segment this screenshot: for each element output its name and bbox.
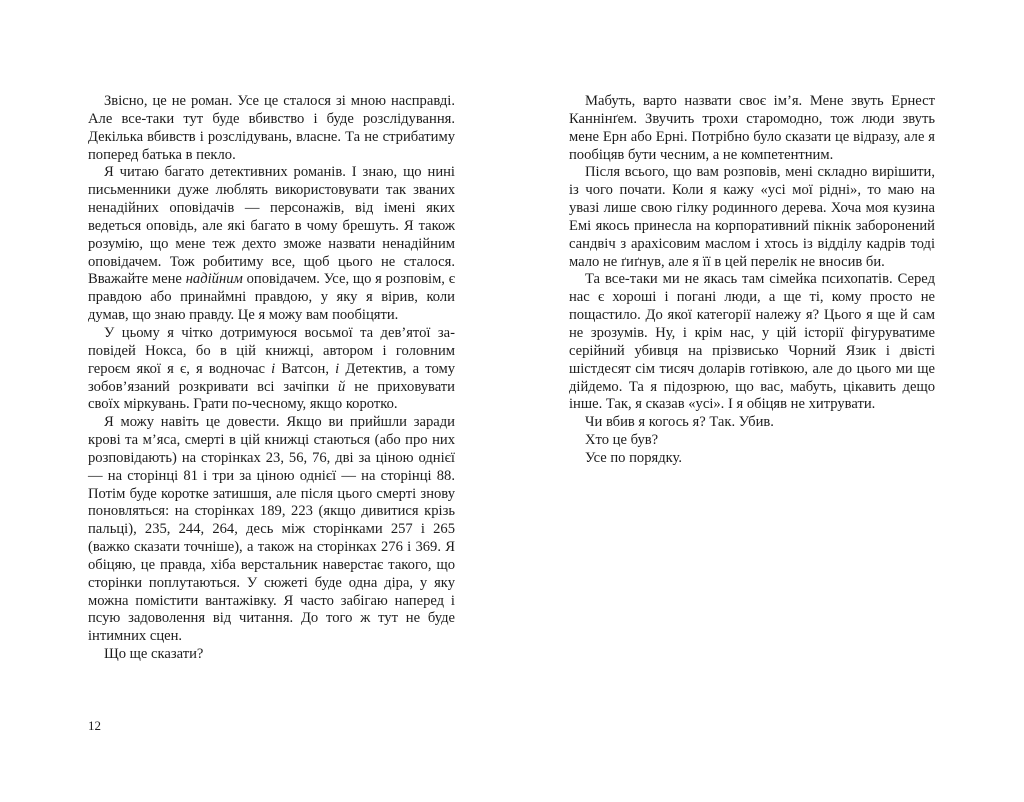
right-paragraph-3: Та все-таки ми не якась там сімейка психопатів. Серед нас є хороші і погані люди, а ще ті, кому просто не пощастило. До якої категорії належу я? Цього я ще й сам не зрозумів. Ну, і крім нас, у цій історії фігуруватиме серійний убивця на прізвисько Чорний Язик і двісті шістдесят сім тисяч доларів готівкою, але до цього ми ще дійдемо. Та я підозрюю, що вас, мабуть, цікавить дещо інше. Так, я сказав «усі». І я обіцяв не хитрувати. bbox=[569, 271, 935, 413]
left-paragraph-4: Я можу навіть це довести. Якщо ви прийшли заради крові та м’яса, смерті в цій книжці стаються (або про них розповідають) на сторінках 23, 56, 76, дві за ціною однієї — на сторінці 81 і три за ціною однієї — на сторінці 88. Потім буде коротке затишшя, але після цього смерті знову поновляться: на сторінках 189, 223 (якщо дивитися крізь пальці), 235, 244, 264, десь між сторінками 257 і 265 (важко сказати точніше), а також на сторінках 276 і 369. Я обіцяю, це правда, хіба верстальник наверстає такого, що сторінки поплутаються. У сюжеті буде одна діра, у яку можна помістити вантажівку. Я часто забігаю наперед і псую задоволення від читання. До того ж тут не буде інтимних сцен. bbox=[88, 414, 455, 645]
right-paragraph-4: Чи вбив я когось я? Так. Убив. bbox=[585, 414, 774, 431]
left-paragraph-2: Я читаю багато детективних романів. І знаю, що нині письменники дуже люблять використовувати так званих ненадійних оповідачів — персонажів, від імені яких ведеться оповідь, але які багато в чому брешуть. Я також розумію, що мене теж дехто зможе назвати ненадійним оповідачем. Тож робитиму все, щоб цього не сталося. Вважайте мене надійним оповідачем. Усе, що я розповім, є правдою або принаймні правдою, у яку я вірив, коли думав, що знаю правду. Це я можу вам пообіцяти. bbox=[88, 164, 455, 324]
right-page bbox=[569, 93, 935, 468]
left-paragraph-1: Звісно, це не роман. Усе це сталося зі мною насправді. Але все-таки тут буде вбивство і буде розслідування. Декілька вбивств і розслідувань, власне. Та не стрибатиму поперед батька в пекло. bbox=[88, 93, 455, 163]
right-paragraph-2: Після всього, що вам розповів, мені складно вирішити, із чого почати. Коли я кажу «усі мої рідні», то маю на увазі лише свою гілку родинного дерева. Хоча моя кузина Емі якось принесла на корпоративний пікнік заборонений сандвіч з арахісовим маслом і хтось із відділу кадрів тоді мало не ґиґнув, але я її в цей перелік не вносив би. bbox=[569, 164, 935, 270]
right-paragraph-1: Мабуть, варто назвати своє ім’я. Мене звуть Ернест Каннінґем. Звучить трохи старомодно, тож люди звуть мене Ерн або Ерні. Потрібно було сказати це відразу, але я пообіцяв бути чесним, а не компетентним. bbox=[569, 93, 935, 163]
right-paragraph-5: Хто це був? bbox=[585, 432, 659, 449]
page-number: 12 bbox=[88, 718, 101, 733]
left-page bbox=[88, 93, 455, 664]
right-paragraph-6: Усе по порядку. bbox=[585, 449, 683, 466]
left-paragraph-5: Що ще сказати? bbox=[104, 646, 204, 663]
left-paragraph-3: У цьому я чітко дотримуюся восьмої та дев’ятої заповідей Нокса, бо в цій книжці, автором і головним героєм якої я є, я водночас і Ватсон, і Детектив, а тому зобов’язаний розкривати всі зачіпки й не приховувати своїх міркувань. Грати по-чесному, якщо коротко. bbox=[88, 324, 456, 413]
